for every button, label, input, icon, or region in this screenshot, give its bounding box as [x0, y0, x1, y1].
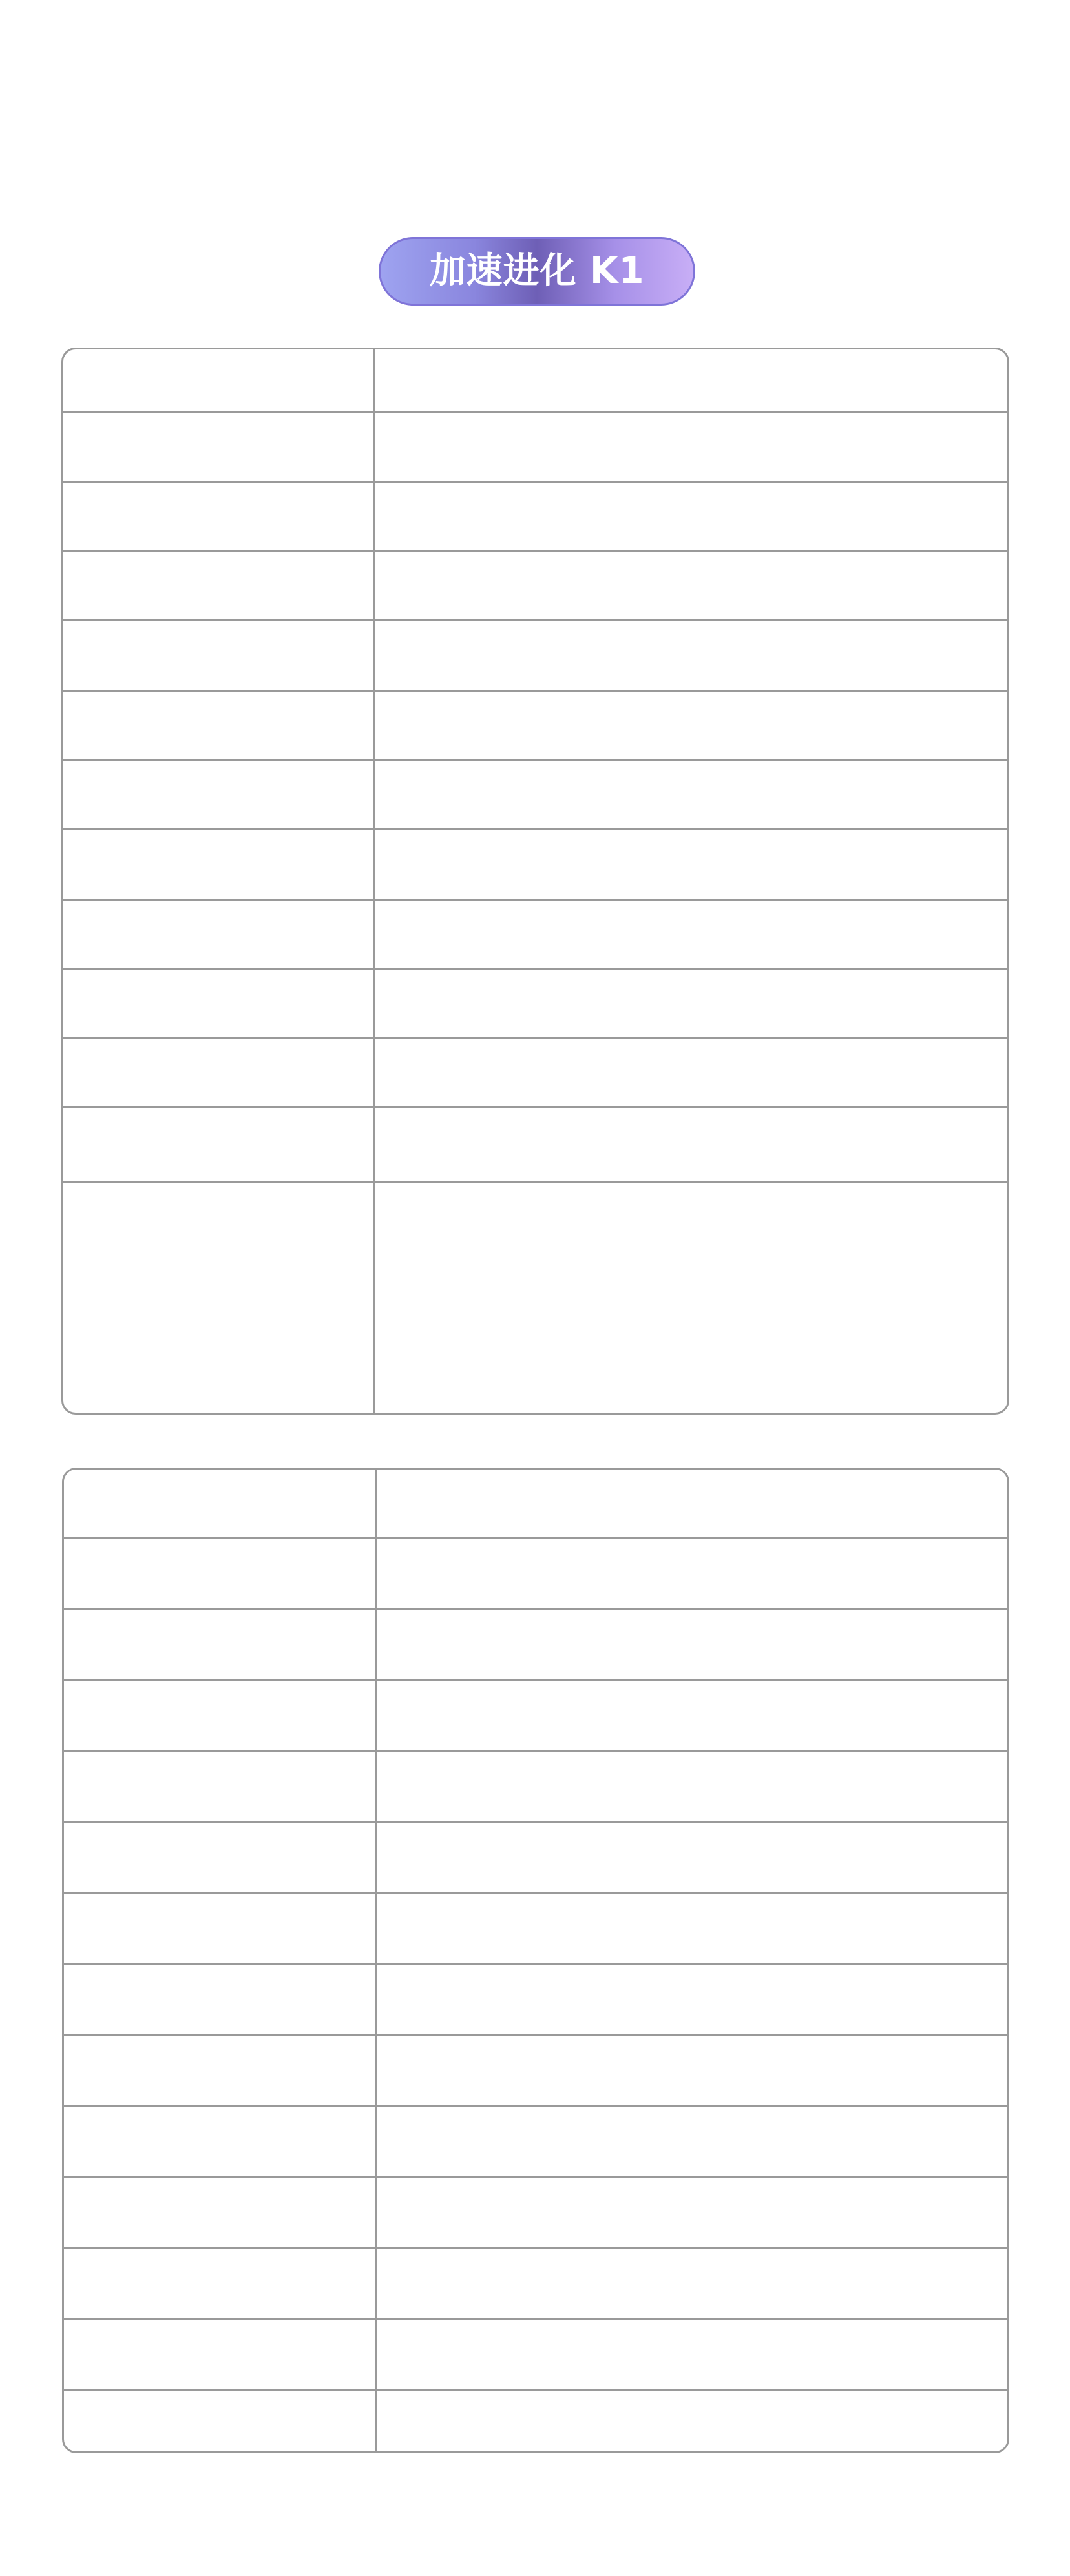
row-label [63, 1107, 374, 1182]
row-value [375, 2106, 1007, 2177]
spec-table-1 [61, 348, 1009, 1415]
table-row [64, 1750, 1007, 1822]
table-row [64, 1537, 1007, 1608]
row-label [63, 412, 374, 481]
table-row [63, 550, 1007, 619]
spec-table-2 [62, 1468, 1009, 2453]
row-label [64, 1608, 375, 1679]
row-value [374, 481, 1007, 550]
table-row [64, 2177, 1007, 2248]
title-badge [379, 237, 695, 306]
row-label [63, 619, 374, 691]
row-label [64, 2248, 375, 2319]
row-value [374, 760, 1007, 829]
table-row [63, 481, 1007, 550]
row-label [64, 1470, 375, 1537]
row-value [374, 1038, 1007, 1107]
table-row [64, 1964, 1007, 2035]
row-label [63, 691, 374, 760]
row-label [64, 2177, 375, 2248]
row-value [375, 2390, 1007, 2453]
row-value [375, 1679, 1007, 1750]
row-value [375, 2035, 1007, 2106]
row-value [375, 1750, 1007, 1822]
table-row [63, 969, 1007, 1038]
row-value [375, 1893, 1007, 1964]
page-title: 加速进化 K1 [429, 250, 645, 292]
row-label [64, 1679, 375, 1750]
row-value [374, 412, 1007, 481]
table-row [63, 349, 1007, 412]
row-value [374, 1182, 1007, 1415]
row-value [375, 1964, 1007, 2035]
row-label [64, 1964, 375, 2035]
row-label [63, 900, 374, 969]
table-row [64, 2106, 1007, 2177]
row-value [375, 1822, 1007, 1893]
row-value [375, 2177, 1007, 2248]
row-value [374, 969, 1007, 1038]
row-label [63, 760, 374, 829]
row-value [375, 1608, 1007, 1679]
table-row [63, 691, 1007, 760]
row-label [63, 481, 374, 550]
table-row [64, 1608, 1007, 1679]
table-row [64, 2390, 1007, 2453]
row-value [375, 2248, 1007, 2319]
table-row [64, 2319, 1007, 2390]
table-row [63, 412, 1007, 481]
table-row [63, 829, 1007, 900]
table-row [64, 2035, 1007, 2106]
row-label [63, 829, 374, 900]
table-row [64, 1679, 1007, 1750]
row-label [64, 1537, 375, 1608]
table-row [63, 1182, 1007, 1415]
row-label [64, 1893, 375, 1964]
table-row [63, 619, 1007, 691]
table-row [63, 1038, 1007, 1107]
row-value [374, 691, 1007, 760]
row-label [63, 550, 374, 619]
table-row [64, 1822, 1007, 1893]
table-row [63, 900, 1007, 969]
table-row [64, 1470, 1007, 1537]
row-value [374, 619, 1007, 691]
row-label [64, 1750, 375, 1822]
row-label [63, 349, 374, 412]
row-label [64, 2035, 375, 2106]
row-label [64, 2106, 375, 2177]
row-value [374, 900, 1007, 969]
row-value [375, 2319, 1007, 2390]
row-value [375, 1470, 1007, 1537]
row-label [64, 2390, 375, 2453]
row-value [374, 349, 1007, 412]
table-row [64, 2248, 1007, 2319]
table-row [64, 1893, 1007, 1964]
table-row [63, 1107, 1007, 1182]
row-value [374, 1107, 1007, 1182]
row-label [64, 1822, 375, 1893]
row-value [374, 550, 1007, 619]
table-row [63, 760, 1007, 829]
row-label [63, 1182, 374, 1415]
row-label [63, 969, 374, 1038]
row-value [375, 1537, 1007, 1608]
row-label [64, 2319, 375, 2390]
row-value [374, 829, 1007, 900]
row-label [63, 1038, 374, 1107]
